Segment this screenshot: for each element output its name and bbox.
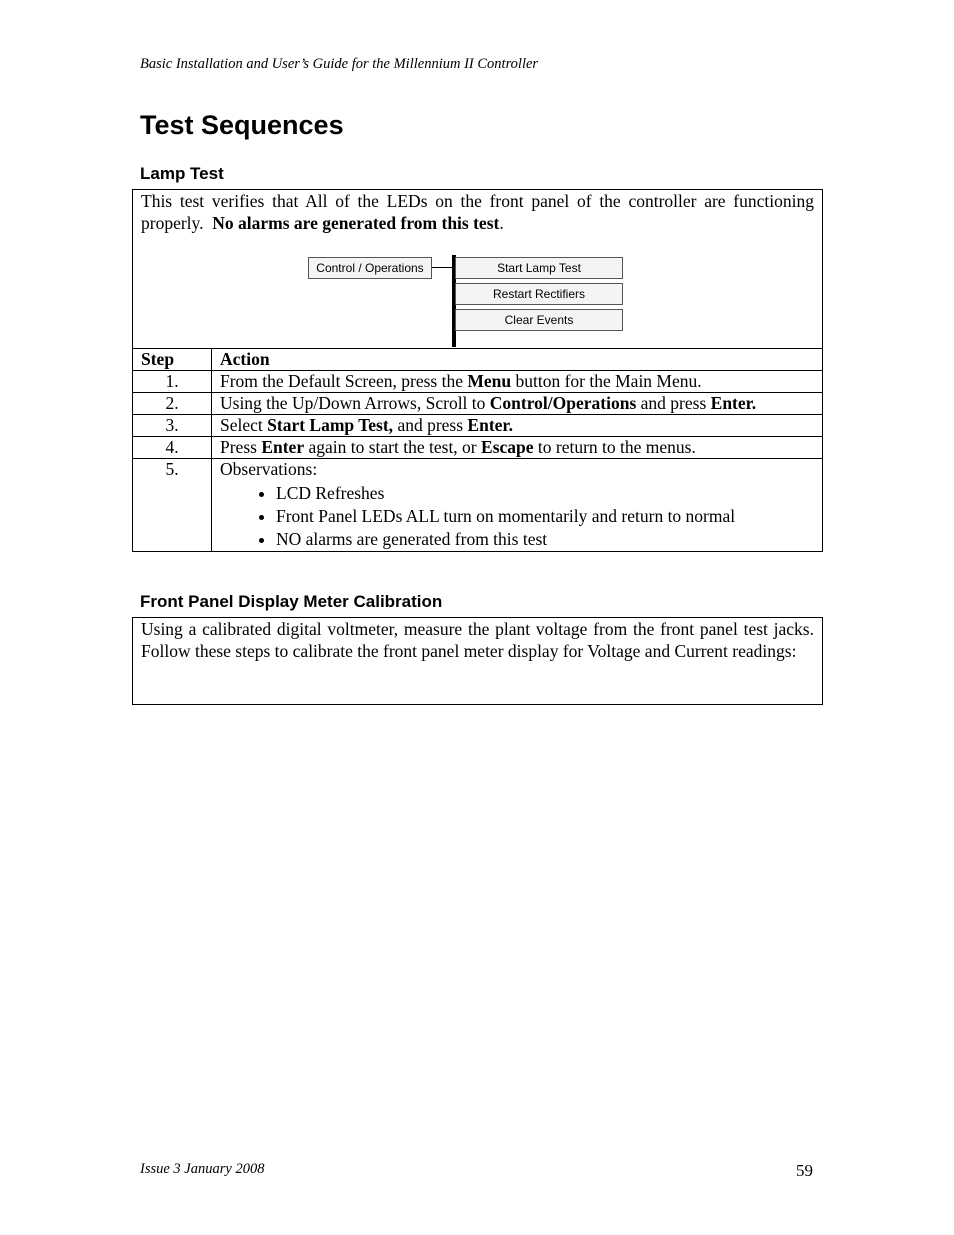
menu-parent: Control / Operations bbox=[308, 257, 432, 279]
table-header-row bbox=[133, 349, 823, 371]
step-action: Using the Up/Down Arrows, Scroll to Control/Operations and press Enter. bbox=[212, 393, 823, 415]
list-item: • Front Panel LEDs ALL turn on momentarily and return to normal bbox=[276, 505, 814, 528]
step-header: Step bbox=[133, 349, 212, 371]
table-row bbox=[133, 459, 823, 552]
menu-item-restart-rectifiers: Restart Rectifiers bbox=[455, 283, 623, 305]
step-action: From the Default Screen, press the Menu button for the Main Menu. bbox=[212, 371, 823, 393]
table-row bbox=[133, 437, 823, 459]
running-header: Basic Installation and User’s Guide for the Millennium II Controller bbox=[140, 56, 539, 72]
list-item: • NO alarms are generated from this test bbox=[276, 528, 814, 551]
calibration-box bbox=[132, 617, 823, 705]
menu-item-clear-events: Clear Events bbox=[455, 309, 623, 331]
menu-item-start-lamp-test: Start Lamp Test bbox=[455, 257, 623, 279]
intro-text: This test verifies that All of the LEDs on the front panel of the controller are functioning properly. bbox=[141, 191, 814, 233]
lamp-test-intro bbox=[133, 191, 822, 234]
page-number: 59 bbox=[796, 1161, 813, 1180]
step-number: 1. bbox=[133, 371, 212, 393]
step-number: 2. bbox=[133, 393, 212, 415]
menu-connector bbox=[432, 267, 454, 268]
step-action: Select Start Lamp Test, and press Enter. bbox=[212, 415, 823, 437]
table-row bbox=[133, 371, 823, 393]
steps-table bbox=[132, 348, 823, 552]
table-row bbox=[133, 415, 823, 437]
footer-issue: Issue 3 January 2008 bbox=[140, 1161, 265, 1177]
list-item: • LCD Refreshes bbox=[276, 482, 814, 505]
intro-end: . bbox=[499, 212, 504, 233]
step-action bbox=[212, 459, 823, 552]
observations-list bbox=[220, 482, 814, 551]
action-header: Action bbox=[212, 349, 823, 371]
step-action: Press Enter again to start the test, or Escape to return to the menus. bbox=[212, 437, 823, 459]
step-number: 5. bbox=[133, 459, 212, 552]
menu-diagram bbox=[308, 255, 624, 347]
page-title: Test Sequences bbox=[140, 110, 344, 140]
calibration-title: Front Panel Display Meter Calibration bbox=[140, 592, 443, 611]
table-row bbox=[133, 393, 823, 415]
step-number: 3. bbox=[133, 415, 212, 437]
observations-label: Observations: bbox=[220, 459, 318, 479]
lamp-test-title: Lamp Test bbox=[140, 164, 224, 183]
calibration-text: Using a calibrated digital voltmeter, measure the plant voltage from the front panel test jacks. Follow these steps to calibrate the front panel meter display for Voltage and Current readings: bbox=[141, 619, 814, 661]
intro-bold: No alarms are generated from this test bbox=[212, 212, 500, 233]
step-number: 4. bbox=[133, 437, 212, 459]
